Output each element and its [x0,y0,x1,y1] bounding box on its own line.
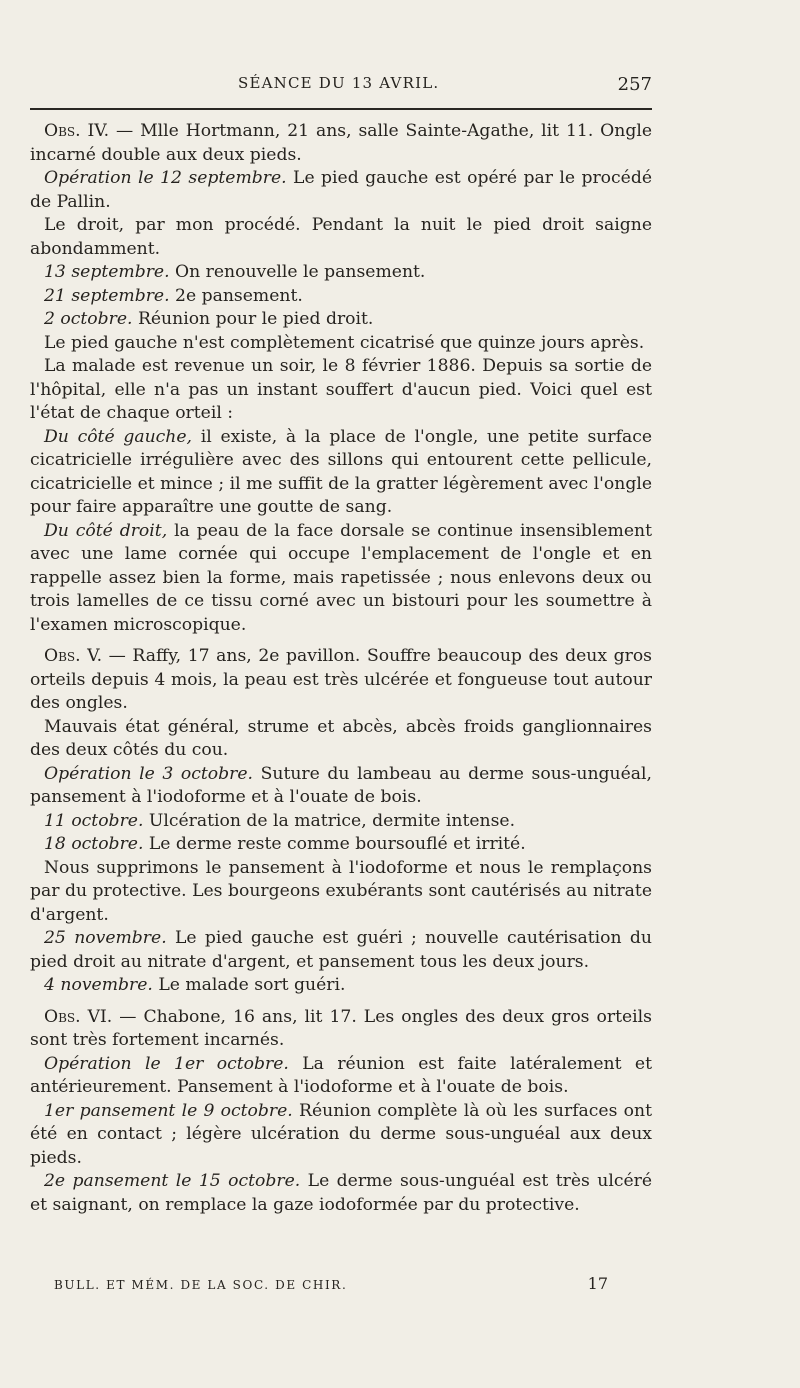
obs-5-label: Obs. V. [44,646,103,666]
obs-4-left-side-text: il existe, à la place de l'ongle, une petite surface cicatricielle irrégulière avec des sillons qui entourent cette pellicule, cicatricielle et mince ; il me suffit de la gratter légèrement avec l'ongle pour faire apparaître une goutte de sang. [30,426,652,517]
page-header [30,74,652,98]
obs-4-operation-text: Le pied gauche est opéré par le procédé de Pallin. [30,168,652,212]
obs-5-nov-4-date: 4 novembre. [44,975,153,995]
obs-4-sept-21 [30,285,652,309]
obs-5-intro [30,645,652,716]
obs-6-second-dressing-text: Le derme sous-unguéal est très ulcéré et saignant, on remplace la gaze iodoformée par du protective. [30,1171,653,1215]
obs-5-nov-25 [30,927,652,974]
header-rule [30,108,652,110]
obs-5-nov-4 [30,974,652,998]
obs-4-intro [30,120,652,167]
journal-title: BULL. ET MÉM. DE LA SOC. DE CHIR. [54,1278,348,1292]
obs-4-return-visit: La malade est revenue un soir, le 8 février 1886. Depuis sa sortie de l'hôpital, elle n'a pas un instant souffert d'aucun pied. Voici quel est l'état de chaque orteil : [30,356,652,423]
obs-6-label: Obs. VI. [44,1006,113,1027]
obs-4-oct-2 [30,308,652,332]
obs-5-nov-25-text: Le pied gauche est guéri ; nouvelle cautérisation du pied droit au nitrate d'argent, et pansement tous les deux jours. [30,928,652,972]
obs-4-sept-13-text: On renouvelle le pansement. [169,262,426,282]
obs-4-left-side [30,426,652,520]
obs-5-nov-25-date: 25 novembre. [44,928,167,948]
obs-4-left-foot: Le pied gauche n'est complètement cicatrisé que quinze jours après. [44,332,645,353]
obs-5-operation [30,763,652,810]
obs-5-oct-18 [30,833,652,857]
obs-5-dressing-change: Nous supprimons le pansement à l'iodoforme et nous le remplaçons par du protective. Les bourgeons exubérants sont cautérisés au nitrate d'argent. [30,857,652,925]
obs-4-right-side-text: la peau de la face dorsale se continue insensiblement avec une lame cornée qui occupe l'emplacement de l'ongle et en rappelle assez bien la forme, mais rapetissée ; nous enlevons deux ou trois lamelles de ce tissu corné avec un bistouri pour les soumettre à l'examen microscopique. [30,520,652,635]
obs-5-oct-18-text: Le derme reste comme boursouflé et irrité. [143,834,526,854]
obs-4-oct-2-date: 2 octobre. [44,309,133,329]
obs-5-nov-4-text: Le malade sort guéri. [152,975,346,995]
obs-5-operation-date: Opération le 3 octobre. [44,763,254,784]
obs-6-first-dressing-text: Réunion complète là où les surfaces ont été en contact ; légère ulcération du derme sous-unguéal aux deux pieds. [30,1100,652,1168]
obs-4-right-foot: Le droit, par mon procédé. Pendant la nuit le pied droit saigne abondamment. [30,215,652,259]
obs-4-sept-13-date: 13 septembre. [44,262,170,282]
obs-4-operation-date: Opération le 12 septembre. [44,168,287,188]
obs-6-intro-text: — Chabone, 16 ans, lit 17. Les ongles des deux gros orteils sont très fortement incarnés. [30,1006,652,1050]
page-footer [30,1274,652,1300]
obs-4-label: Obs. IV. [44,121,110,141]
obs-6-first-dressing-date: 1er pansement le 9 octobre. [44,1100,293,1121]
obs-6-operation-date: Opération le 1er octobre. [44,1053,289,1074]
obs-4-right-side-heading: Du côté droit, [44,520,168,541]
obs-6-second-dressing-date: 2e pansement le 15 octobre. [44,1171,301,1191]
body-text [30,120,652,1217]
obs-4-sept-21-date: 21 septembre. [44,285,170,306]
signature-mark: 17 [587,1274,608,1293]
obs-6-operation-text: La réunion est faite latéralement et antérieurement. Pansement à l'iodoforme et à l'ouate de bois. [30,1053,652,1097]
obs-4-right-side [30,520,652,638]
obs-5-intro-text: — Raffy, 17 ans, 2e pavillon. Souffre beaucoup des deux gros orteils depuis 4 mois, la peau est très ulcérée et fongueuse tout autour des ongles. [30,646,652,713]
obs-4-sept-21-text: 2e pansement. [169,285,303,306]
page-number: 257 [617,74,652,95]
obs-5-general-state: Mauvais état général, strume et abcès, abcès froids ganglionnaires des deux côtés du cou. [30,716,652,760]
obs-6-second-dressing [30,1170,652,1217]
obs-4-left-side-heading: Du côté gauche, [44,426,193,447]
obs-5-oct-11 [30,810,652,834]
obs-6-operation [30,1053,652,1100]
obs-6-first-dressing [30,1100,652,1171]
obs-5-operation-text: Suture du lambeau au derme sous-unguéal, pansement à l'iodoforme et à l'ouate de bois. [30,763,652,807]
obs-5-oct-18-date: 18 octobre. [44,834,144,854]
obs-4-operation [30,167,652,214]
obs-4-oct-2-text: Réunion pour le pied droit. [132,309,374,329]
obs-4-sept-13 [30,261,652,285]
running-head: SÉANCE DU 13 AVRIL. [238,74,440,92]
obs-6-intro [30,1006,652,1053]
obs-5-oct-11-date: 11 octobre. [44,810,144,831]
obs-5-oct-11-text: Ulcération de la matrice, dermite intense. [143,810,516,831]
obs-4-intro-text: — Mlle Hortmann, 21 ans, salle Sainte-Agathe, lit 11. Ongle incarné double aux deux pieds. [30,121,652,165]
